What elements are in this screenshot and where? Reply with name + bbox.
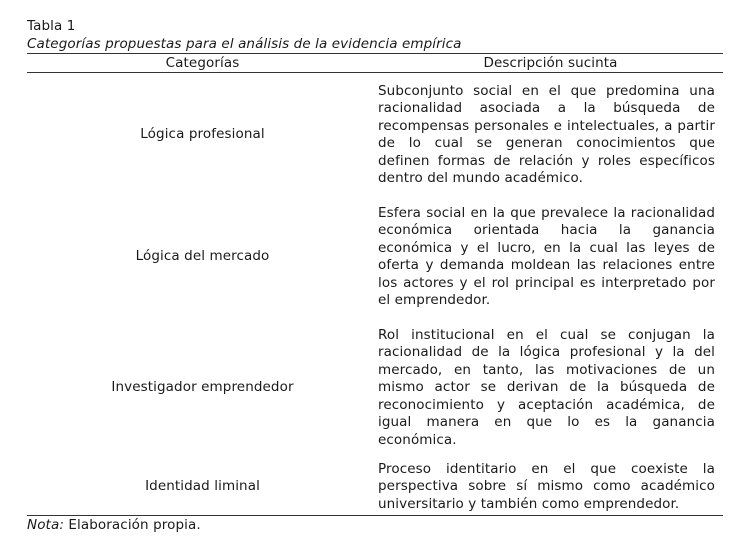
table-row <box>27 317 723 457</box>
table-row <box>27 195 723 317</box>
row-description <box>378 195 723 317</box>
categories-table <box>27 53 723 516</box>
row-category: Lógica profesional <box>140 126 265 142</box>
note-text: Elaboración propia. <box>68 517 201 533</box>
row-description-text: Rol institucional en el cual se conjugan la racionalidad de la lógica profesional y la del mercado, en tanto, las motivaciones de un mismo actor se derivan de la búsqueda de reconocimiento y aceptación académica, de igual manera en que lo es la ganancia económica. <box>378 326 715 448</box>
table-container <box>27 17 723 535</box>
header-categories: Categorías <box>27 54 378 73</box>
table-note <box>27 516 723 535</box>
row-description-text: Proceso identitario en el que coexiste la perspectiva sobre sí mismo como académico universitario y también como emprendedor. <box>378 460 715 512</box>
row-description <box>378 73 723 196</box>
note-lead: Nota: <box>27 517 64 533</box>
table-label: Tabla 1 <box>27 18 76 34</box>
header-description: Descripción sucinta <box>378 54 723 73</box>
row-category: Lógica del mercado <box>135 248 270 264</box>
row-description-text: Esfera social en la que prevalece la racionalidad económica orientada hacia la ganancia económica y el lucro, en la cual las leyes de oferta y demanda moldean las relaciones entre los actores y el rol principal es interpretado por el emprendedor. <box>378 204 715 308</box>
row-description-text: Subconjunto social en el que predomina una racionalidad asociada a la búsqueda de recompensas personales e intelectuales, a partir de lo cual se generan conocimientos que definen formas de relación y roles específicos dentro del mundo académico. <box>378 82 715 186</box>
table-row <box>27 73 723 196</box>
row-category: Identidad liminal <box>27 457 378 516</box>
table-row <box>27 457 723 516</box>
table-header-row <box>27 54 723 73</box>
row-description <box>378 317 723 457</box>
row-category: Investigador emprendedor <box>111 379 294 395</box>
table-title: Categorías propuestas para el análisis de la evidencia empírica <box>27 36 462 52</box>
row-description <box>378 457 723 516</box>
